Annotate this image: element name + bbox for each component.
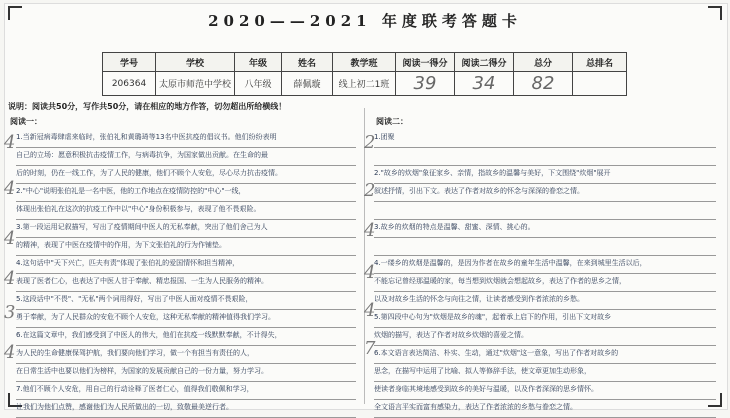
answer-line: 3.故乡的炊烟的特点是温馨、甜蜜、深情、挑心的。: [374, 220, 716, 238]
header-name: 姓名: [282, 53, 333, 72]
margin-score: 4: [4, 268, 16, 289]
header-school: 学校: [156, 53, 235, 72]
value-reading2-score: 34: [455, 72, 514, 96]
answer-line: 5.第四段中心句为"炊烟是故乡的魂"，起着承上启下的作用，引出下文对故乡: [374, 310, 716, 328]
answer-line: 思念，在描写中运用了比喻、拟人等修辞手法，使文章更加生动形象，: [374, 364, 716, 382]
answer-line: 后的时刻，仍在一线工作，为了人民的健康，他们不顾个人安危，尽心尽力抗击疫情。: [16, 166, 356, 184]
answer-line: 以及对故乡生活的怀念与向往之情，让读者感受到作者浓浓的乡愁。: [374, 292, 716, 310]
margin-score: 4: [4, 342, 16, 363]
answer-line: [374, 238, 716, 256]
answer-line: 让我们为他们点赞，感谢他们为人民所做出的一切，致敬最美逆行者。: [16, 400, 356, 418]
instructions-note: 说明：阅读共50分，写作共50分，请在相应的地方作答，切勿超出所给横线！: [8, 102, 287, 111]
answer-line: 在日常生活中也要以他们为榜样，为国家的发展贡献自己的一份力量，努力学习。: [16, 364, 356, 382]
answer-line: 1.团聚: [374, 130, 716, 148]
answer-line: 叙述抒情，引出下文。表达了作者对故乡的怀念与深深的眷恋之情。: [374, 184, 716, 202]
sheet-title: 2020——2021 年度联考答题卡: [208, 12, 522, 30]
value-name: 薛佩璇: [282, 72, 333, 96]
info-value-row: [103, 72, 627, 96]
section2-answer-area: [374, 130, 716, 418]
info-header-row: [103, 53, 627, 72]
margin-score: 2: [364, 132, 376, 153]
margin-score: 4: [364, 262, 376, 283]
value-rank: [573, 72, 627, 96]
value-total-score: 82: [514, 72, 573, 96]
margin-score: 4: [4, 178, 16, 199]
header-rank: 总排名: [573, 53, 627, 72]
answer-line: 1.当新冠病毒肆虐来临时，张伯礼和黄璐琦等13名中医抗疫的倡议书。他们纷纷表明: [16, 130, 356, 148]
header-class: 教学班: [333, 53, 396, 72]
value-class: 线上初二1班: [333, 72, 396, 96]
answer-line: 使读者身临其境地感受到故乡的美好与温暖，以及作者深深的思乡情怀。: [374, 382, 716, 400]
info-table: [102, 52, 627, 96]
section2-label: 阅读二：: [376, 117, 408, 126]
section1-label: 阅读一：: [10, 117, 42, 126]
margin-score: 3: [4, 302, 16, 323]
answer-line: 5.这段话中"不畏"、"无私"两个词用得好，写出了中医人面对疫情不畏艰险，: [16, 292, 356, 310]
header-reading2: 阅读二得分: [455, 53, 514, 72]
answer-line: [374, 202, 716, 220]
answer-line: 体现出张伯礼在这次的抗疫工作中以"中心"身份积极参与，表现了他不畏艰险。: [16, 202, 356, 220]
margin-score: 4: [4, 132, 16, 153]
answer-line: 的精神，表现了中医在疫情中的作用，为下文张伯礼的行为作铺垫。: [16, 238, 356, 256]
answer-line: 炊烟的描写，表达了作者对故乡炊烟的喜爱之情。: [374, 328, 716, 346]
answer-line: 7.他们不顾个人安危，用自己的行动诠释了医者仁心，值得我们敬佩和学习，: [16, 382, 356, 400]
section1-answer-area: [16, 130, 356, 418]
answer-line: 2."故乡的炊烟"象征家乡、亲情，指故乡的温馨与美好，下文围绕"炊烟"展开: [374, 166, 716, 184]
margin-score: 4: [364, 220, 376, 241]
value-grade: 八年级: [235, 72, 282, 96]
margin-score: 7: [364, 338, 376, 359]
margin-score: 2: [364, 180, 376, 201]
header-grade: 年级: [235, 53, 282, 72]
answer-line: 不能忘记曾经那温暖的家，每当想到炊烟就会想起故乡，表达了作者的思乡之情，: [374, 274, 716, 292]
answer-line: 为人民的生命健康保驾护航，我们要向他们学习，做一个有担当有责任的人，: [16, 346, 356, 364]
answer-line: 全文语言平实而富有感染力，表达了作者浓浓的乡愁与眷恋之情。: [374, 400, 716, 418]
margin-score: 4: [364, 300, 376, 321]
answer-line: 6.在这篇文章中，我们感受到了中医人的伟大，他们在抗疫一线默默奉献，不计得失，: [16, 328, 356, 346]
answer-line: 表现了医者仁心，也表达了中医人甘于奉献、精忠报国、一生为人民服务的精神。: [16, 274, 356, 292]
value-student-id: 206364: [103, 72, 156, 96]
margin-score: 4: [4, 228, 16, 249]
header-student-id: 学号: [103, 53, 156, 72]
header-total: 总分: [514, 53, 573, 72]
answer-line: 3.第一段运用记叙描写，写出了疫情期间中医人的无私奉献，突出了他们舍己为人: [16, 220, 356, 238]
answer-line: 6.本文语言表达简洁、朴实、生动，通过"炊烟"这一意象，写出了作者对故乡的: [374, 346, 716, 364]
answer-line: [374, 148, 716, 166]
value-reading1-score: 39: [396, 72, 455, 96]
answer-line: 4.一缕乡的炊烟是温馨的，是因为作者在故乡的童年生活中温馨，在来到城里生活以后，: [374, 256, 716, 274]
answer-line: 4.这句话中"天下兴亡，匹夫有责"体现了张伯礼的爱国情怀和担当精神，: [16, 256, 356, 274]
value-school: 太原市师范中学校: [156, 72, 235, 96]
header-reading1: 阅读一得分: [396, 53, 455, 72]
answer-line: 2."中心"说明张伯礼是一名中医，他的工作地点在疫情防控的"中心"一线，: [16, 184, 356, 202]
answer-line: 勇于奉献，为了人民群众的安危不顾个人安危，这种无私奉献的精神值得我们学习。: [16, 310, 356, 328]
answer-line: 自己的立场：愿意积极抗击疫情工作，与病毒抗争，为国家做出贡献。在生命的最: [16, 148, 356, 166]
